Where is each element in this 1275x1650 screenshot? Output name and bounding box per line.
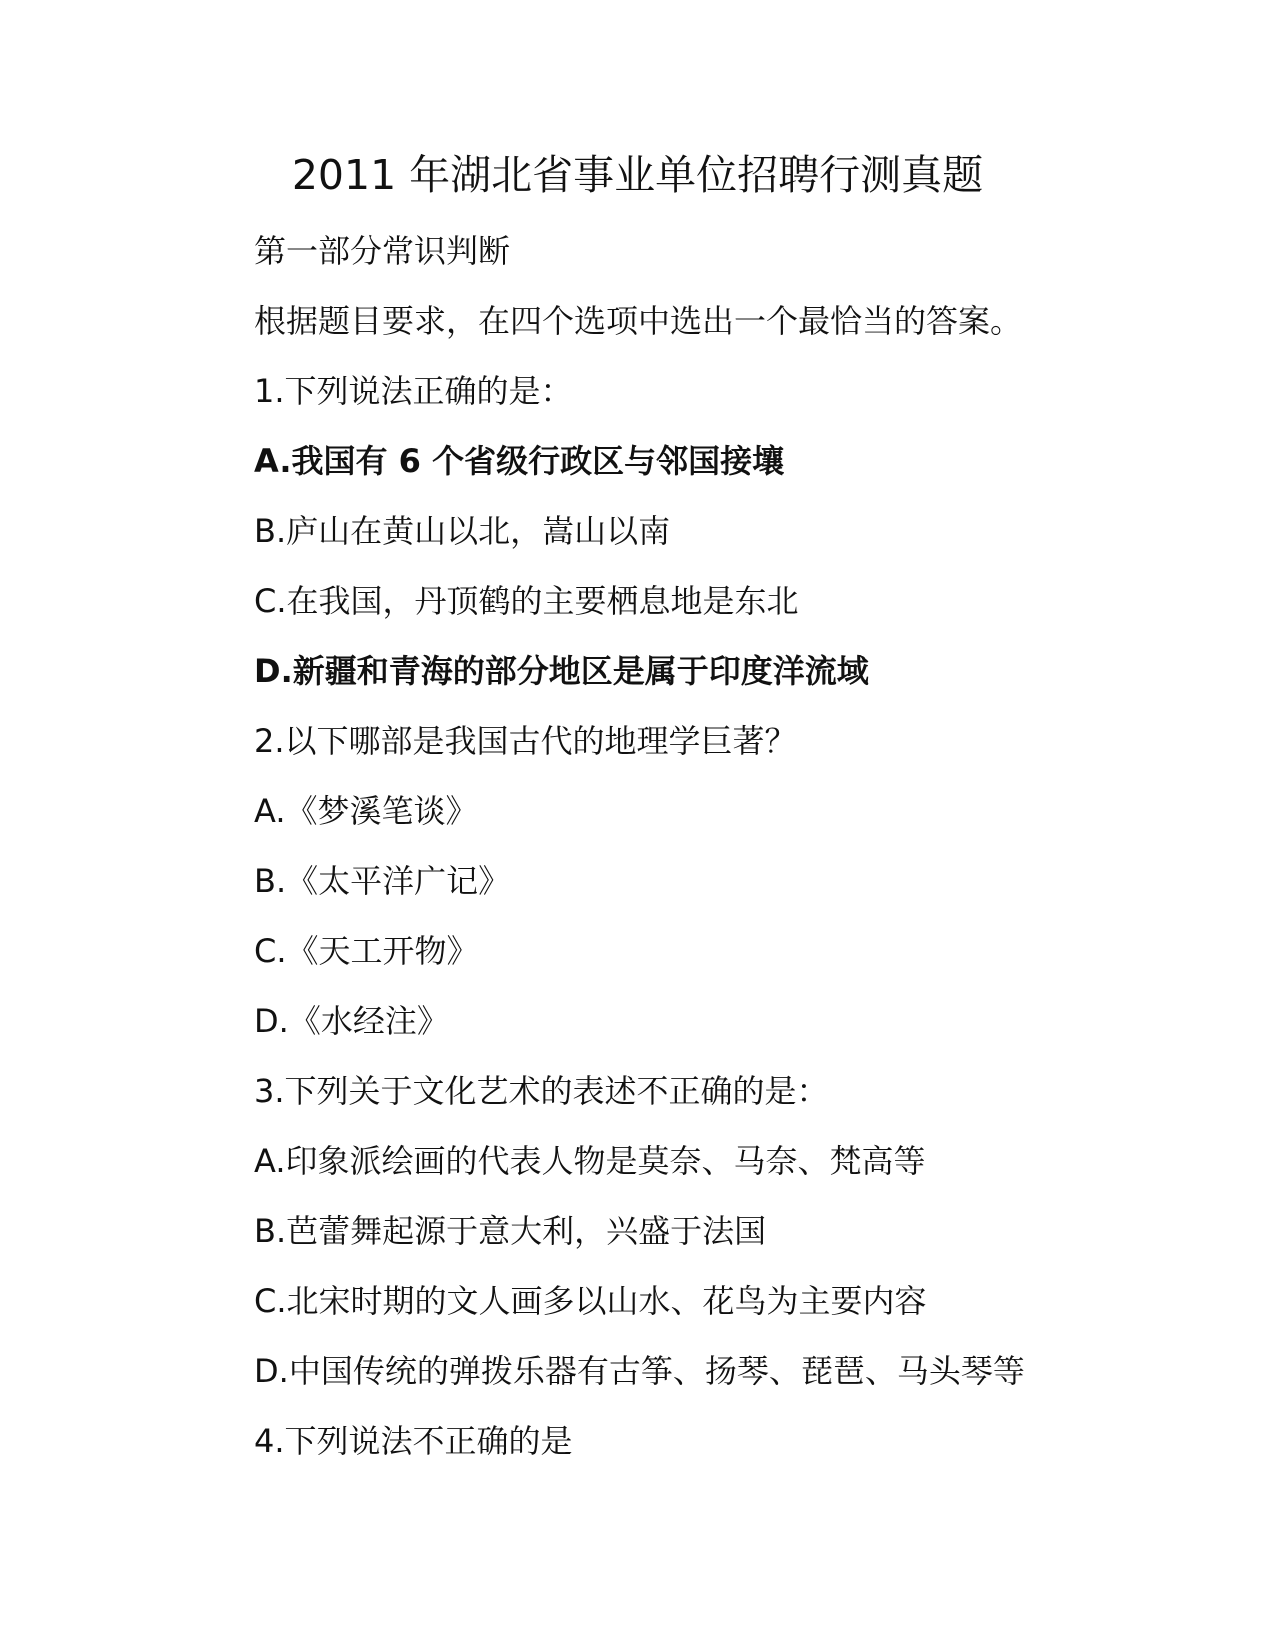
question-2-option-b: B.《太平洋广记》 <box>254 862 511 900</box>
section-heading: 第一部分常识判断 <box>254 232 511 270</box>
question-3-option-c: C.北宋时期的文人画多以山水、花鸟为主要内容 <box>254 1282 927 1320</box>
instruction-text: 根据题目要求，在四个选项中选出一个最恰当的答案。 <box>254 302 1023 340</box>
question-3-stem: 3.下列关于文化艺术的表述不正确的是： <box>254 1072 829 1110</box>
question-2-option-d: D.《水经注》 <box>254 1002 449 1040</box>
question-4-stem: 4.下列说法不正确的是 <box>254 1422 573 1460</box>
question-1-option-b: B.庐山在黄山以北，嵩山以南 <box>254 512 671 550</box>
question-1-option-c: C.在我国，丹顶鹤的主要栖息地是东北 <box>254 582 799 620</box>
question-1-option-a: A.我国有 6 个省级行政区与邻国接壤 <box>254 442 785 480</box>
question-3-option-a: A.印象派绘画的代表人物是莫奈、马奈、梵高等 <box>254 1142 926 1180</box>
document-body <box>254 228 1134 1488</box>
question-2-option-c: C.《天工开物》 <box>254 932 479 970</box>
question-1-option-d: D.新疆和青海的部分地区是属于印度洋流域 <box>254 652 869 690</box>
question-3-option-b: B.芭蕾舞起源于意大利，兴盛于法国 <box>254 1212 767 1250</box>
question-1-stem: 1.下列说法正确的是： <box>254 372 573 410</box>
document-title: 2011 年湖北省事业单位招聘行测真题 <box>291 151 984 199</box>
question-3-option-d: D.中国传统的弹拨乐器有古筝、扬琴、琵琶、马头琴等 <box>254 1352 1025 1390</box>
question-2-stem: 2.以下哪部是我国古代的地理学巨著？ <box>254 722 797 760</box>
question-2-option-a: A.《梦溪笔谈》 <box>254 792 478 830</box>
